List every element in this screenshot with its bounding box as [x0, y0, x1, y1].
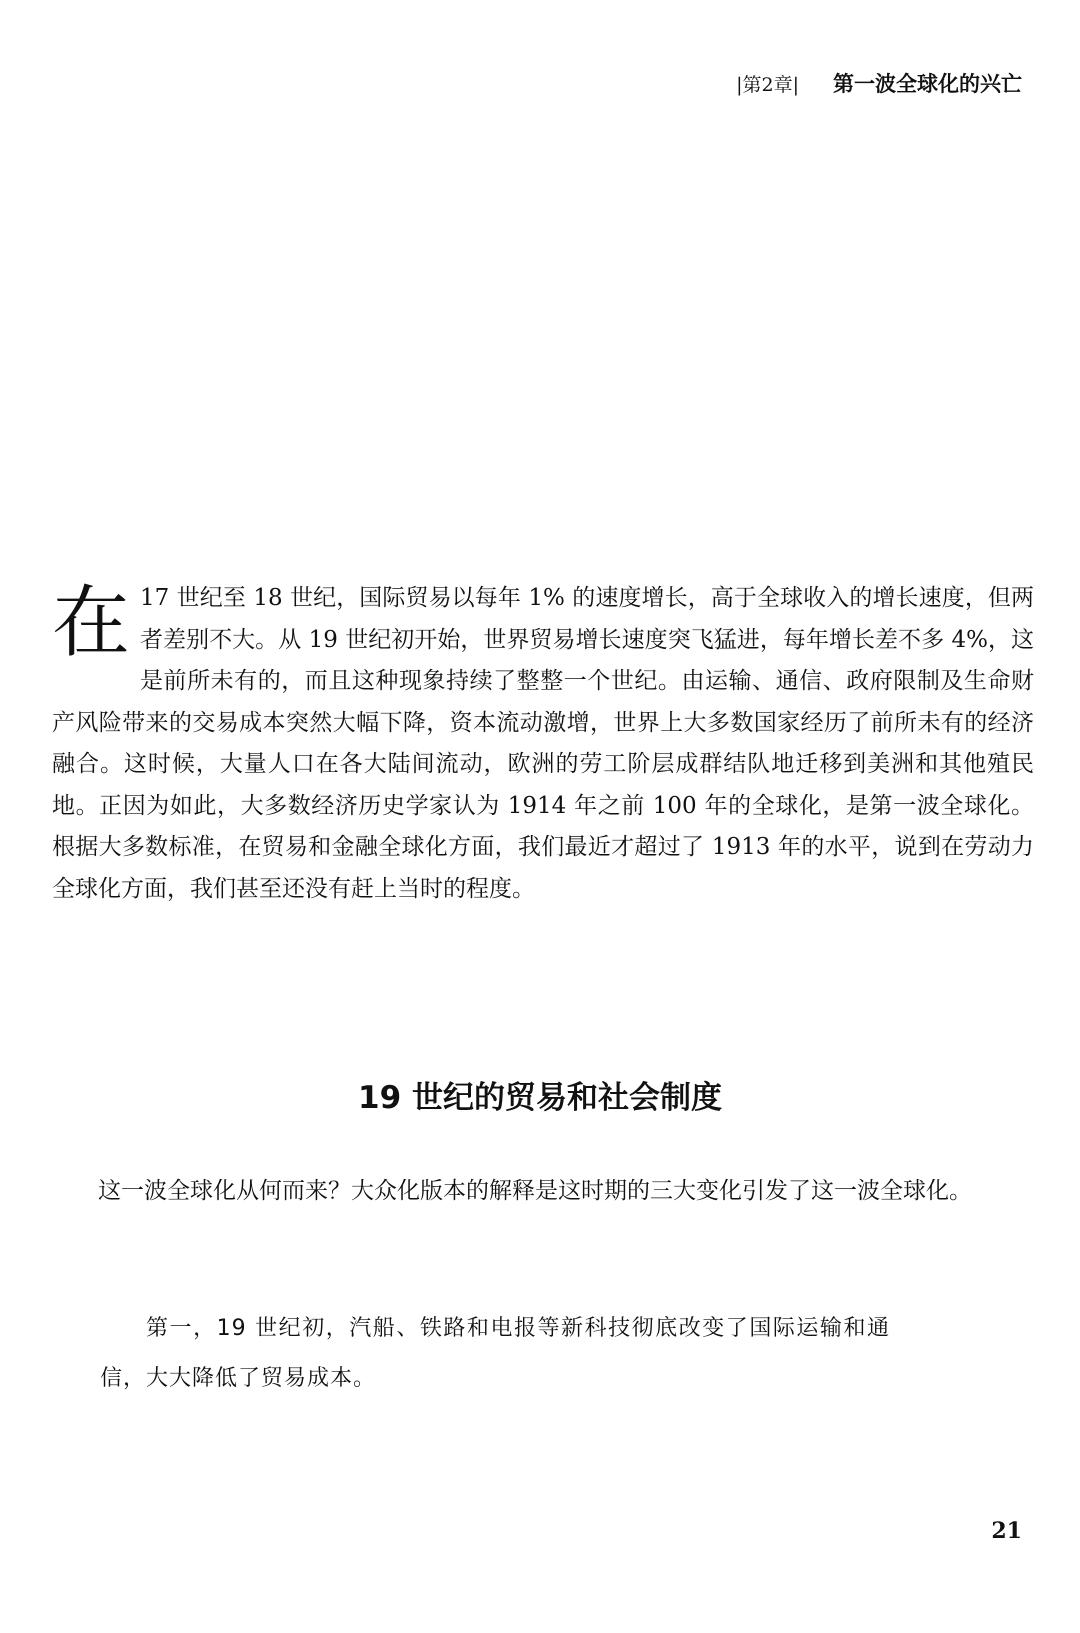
- quote-paragraph: 第一，19 世纪初，汽船、铁路和电报等新科技彻底改变了国际运输和通信，大大降低了贸易成本。: [100, 1316, 890, 1391]
- section-paragraph: 这一波全球化从何而来？大众化版本的解释是这时期的三大变化引发了这一波全球化。: [98, 1178, 972, 1204]
- intro-text: 17 世纪至 18 世纪，国际贸易以每年 1% 的速度增长，高于全球收入的增长速度，但两者差别不大。从 19 世纪初开始，世界贸易增长速度突飞猛进，每年增长差不多 4%，这是前所未有的，而且这种现象持续了整整一个世纪。由运输、通信、政府限制及生命财产风险带来的交易成本突然大幅下降，资本流动激增，世界上大多数国家经历了前所未有的经济融合。这时候，大量人口在各大陆间流动，欧洲的劳工阶层成群结队地迁移到美洲和其他殖民地。正因为如此，大多数经济历史学家认为 1914 年之前 100 年的全球化，是第一波全球化。根据大多数标准，在贸易和金融全球化方面，我们最近才超过了 1913 年的水平，说到在劳动力全球化方面，我们甚至还没有赶上当时的程度。: [52, 585, 1034, 902]
- page-number: 21: [991, 1518, 1022, 1544]
- drop-cap: 在: [52, 578, 131, 668]
- running-header: [736, 68, 1022, 98]
- chapter-title: 第一波全球化的兴亡: [833, 72, 1022, 96]
- section-heading: 19 世纪的贸易和社会制度: [358, 1080, 722, 1116]
- chapter-label: |第2章|: [736, 74, 799, 96]
- intro-paragraph: [52, 578, 1034, 910]
